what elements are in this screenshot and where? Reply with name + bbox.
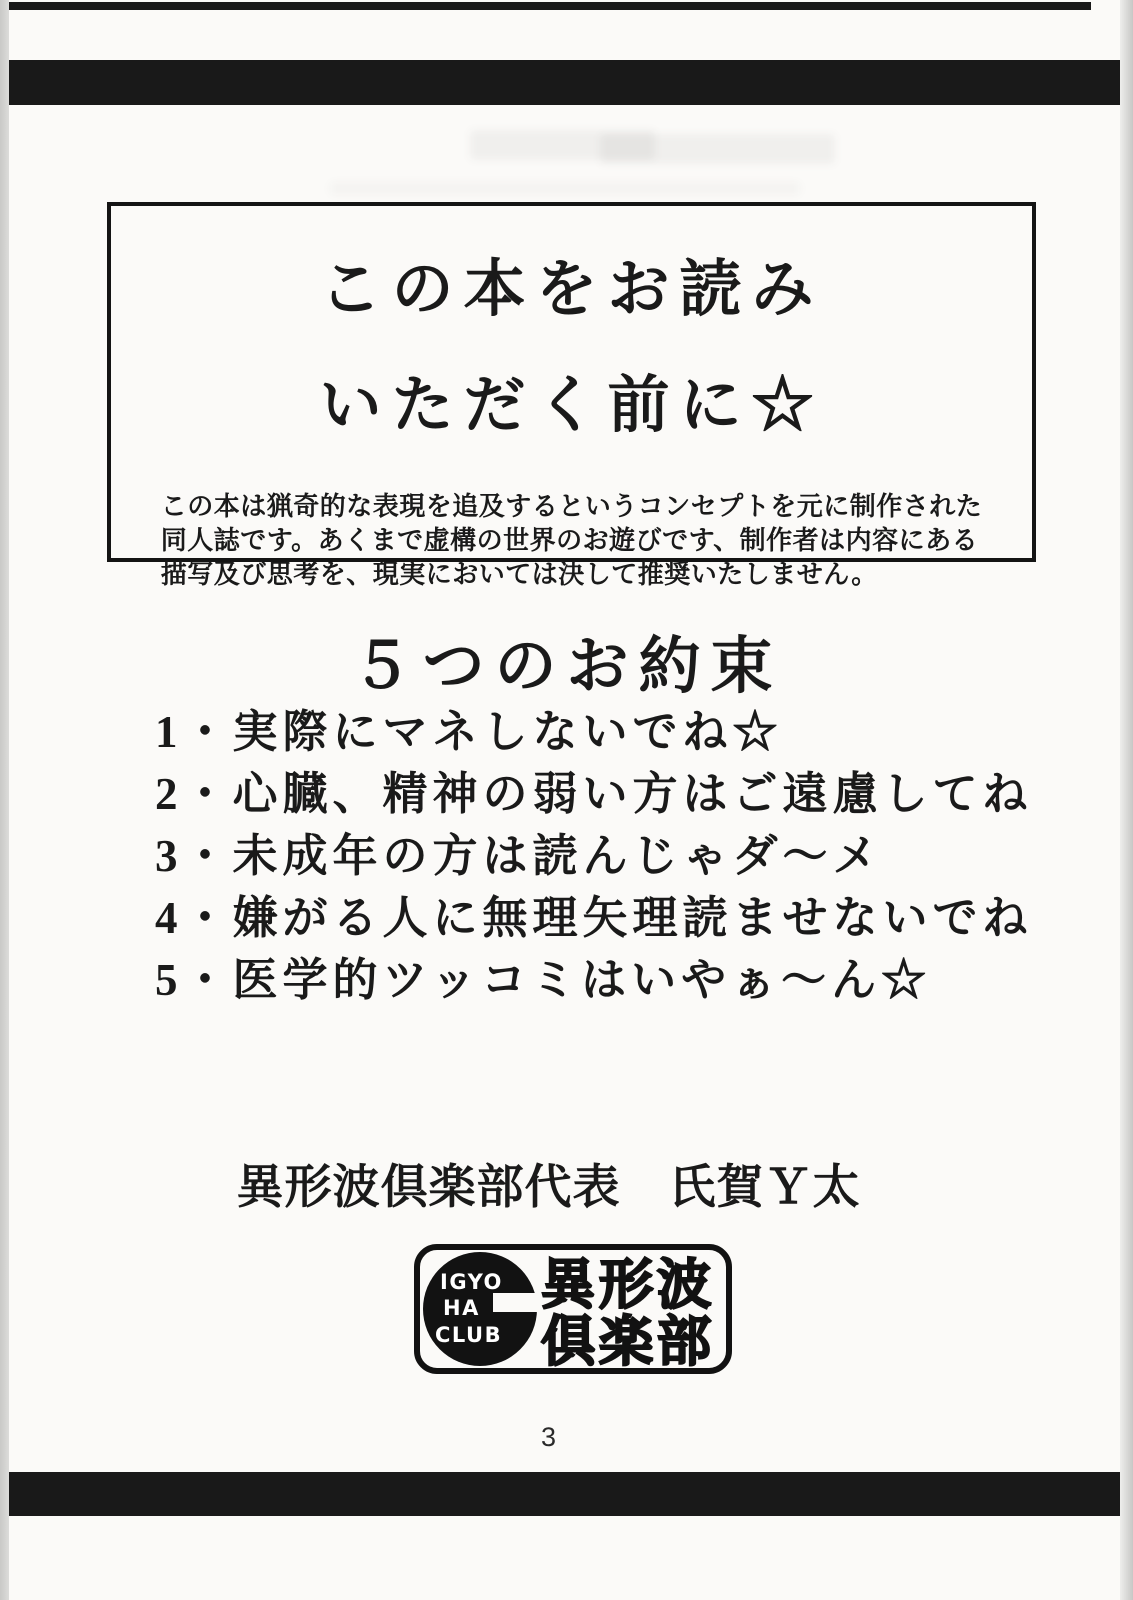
logo-roman-line-2: HA (443, 1296, 480, 1320)
print-bleed-ghost (600, 134, 835, 164)
promise-item-5: 5・医学的ツッコミはいやぁ～ん☆ (155, 955, 932, 1005)
warning-body-line-3: 描写及び思考を、現実においては決して推奨いたしません。 (160, 560, 878, 589)
logo-roman-line-1: IGYO (440, 1270, 503, 1294)
scan-edge-right (1120, 0, 1133, 1600)
igyoha-club-logo (413, 1243, 733, 1375)
promise-item-2: 2・心臓、精神の弱い方はご遠慮してね (155, 769, 1033, 819)
logo-kanji-line-1: 異形波 (541, 1253, 715, 1316)
warning-title-line-1: この本をお読み (319, 256, 824, 324)
top-thin-rule (8, 2, 1091, 10)
scan-edge-left (0, 0, 9, 1600)
warning-body-line-2: 同人誌です。あくまで虚構の世界のお遊びです、制作者は内容にある (160, 526, 979, 555)
promise-item-3: 3・未成年の方は読んじゃダ～メ (155, 831, 883, 881)
logo-roman-line-3: CLUB (435, 1323, 503, 1347)
promises-heading: ５つのお約束 (350, 633, 783, 701)
print-bleed-ghost (330, 182, 800, 195)
top-black-bar (7, 60, 1122, 105)
promise-item-1: 1・実際にマネしないでね☆ (155, 707, 783, 757)
warning-body-line-1: この本は猟奇的な表現を追及するというコンセプトを元に制作された (160, 492, 983, 521)
page-number: 3 (540, 1422, 557, 1452)
warning-title (111, 232, 1032, 464)
logo-kanji-line-2: 倶楽部 (541, 1310, 715, 1373)
reader-warning-box (107, 202, 1036, 589)
bottom-black-bar (5, 1472, 1133, 1516)
warning-title-line-2: いただく前に☆ (319, 372, 824, 440)
promises-list (155, 701, 1033, 1011)
logo-circle-notch (493, 1293, 543, 1312)
promise-item-4: 4・嫌がる人に無理矢理読ませないでね (155, 893, 1033, 943)
warning-body (161, 490, 983, 592)
circle-representative-credit: 異形波倶楽部代表 氏賀Ｙ太 (236, 1162, 861, 1214)
